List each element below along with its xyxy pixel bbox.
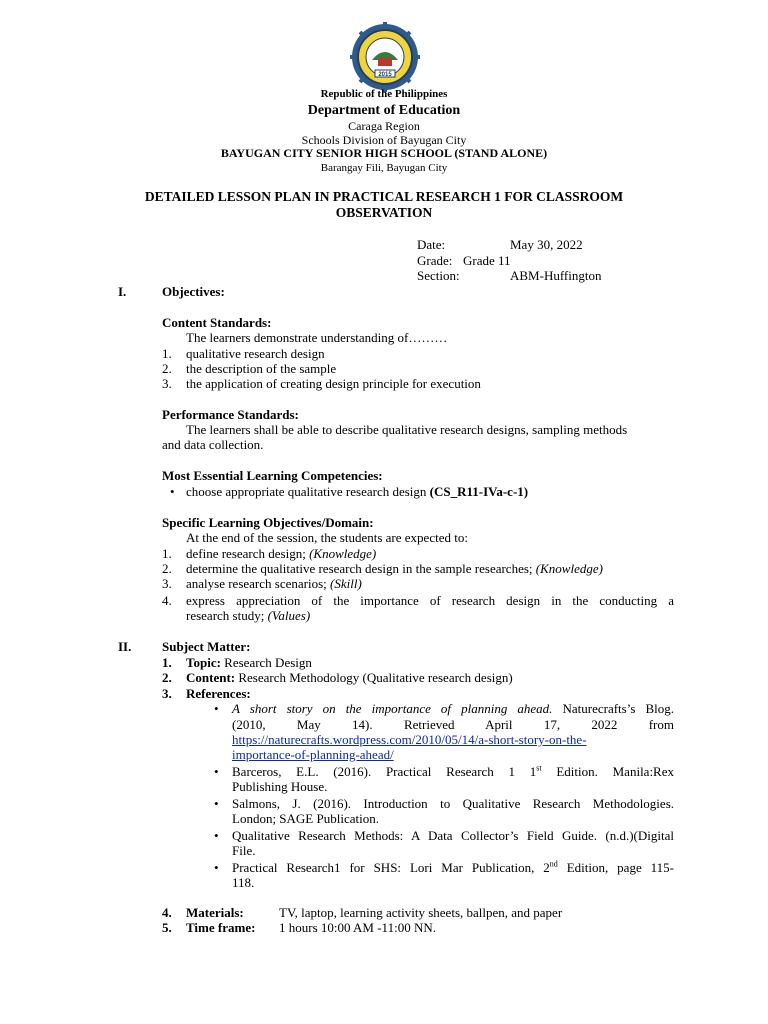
content-row: Content: Research Methodology (Qualitative research design) bbox=[186, 670, 513, 685]
list-item: the application of creating design principle for execution bbox=[186, 376, 481, 391]
topic-row: Topic: Research Design bbox=[186, 655, 312, 670]
reference-2: Barceros, E.L. (2016). Practical Research 1 1st Edition. Manila:Rex bbox=[232, 763, 674, 779]
reference-1-line2: (2010, May 14). Retrieved April 17, 2022 from bbox=[232, 717, 674, 732]
materials-label: Materials: bbox=[186, 905, 244, 920]
date-value: May 30, 2022 bbox=[510, 237, 583, 252]
subject-matter-heading: Subject Matter: bbox=[162, 639, 251, 654]
content-standards-intro: The learners demonstrate understanding of……… bbox=[186, 330, 448, 345]
bullet: • bbox=[214, 796, 219, 811]
school-seal-logo bbox=[345, 22, 425, 92]
reference-1-link[interactable]: https://naturecrafts.wordpress.com/2010/05/14/a-short-story-on-the- bbox=[232, 732, 587, 747]
list-number: 1. bbox=[162, 546, 172, 561]
grade-label: Grade: bbox=[417, 253, 453, 268]
list-number: 2. bbox=[162, 670, 172, 685]
list-item: determine the qualitative research design in the sample researches; (Knowledge) bbox=[186, 561, 603, 576]
reference-4-line2: File. bbox=[232, 843, 256, 858]
materials-value: TV, laptop, learning activity sheets, ballpen, and paper bbox=[279, 905, 563, 920]
division-line: Schools Division of Bayugan City bbox=[301, 133, 467, 147]
region-line: Caraga Region bbox=[348, 119, 420, 133]
list-number: 5. bbox=[162, 920, 172, 935]
melc-code: (CS_R11-IVa-c-1) bbox=[429, 484, 529, 499]
bullet: • bbox=[214, 828, 219, 843]
svg-text:2015: 2015 bbox=[378, 72, 392, 78]
list-item: analyse research scenarios; (Skill) bbox=[186, 576, 362, 591]
reference-1-link-cont[interactable]: importance-of-planning-ahead/ bbox=[232, 747, 394, 762]
reference-3: Salmons, J. (2016). Introduction to Qualitative Research Methodologies. bbox=[232, 796, 674, 811]
specific-objectives-intro: At the end of the session, the students are expected to: bbox=[186, 530, 468, 545]
date-label: Date: bbox=[417, 237, 446, 252]
section-numeral-i: I. bbox=[118, 284, 127, 299]
bullet: • bbox=[170, 484, 175, 499]
melc-heading: Most Essential Learning Competencies: bbox=[162, 468, 383, 483]
timeframe-label: Time frame: bbox=[186, 920, 256, 935]
reference-5: Practical Research1 for SHS: Lori Mar Publication, 2nd Edition, page 115- bbox=[232, 859, 674, 875]
bullet: • bbox=[214, 701, 219, 716]
objectives-heading: Objectives: bbox=[162, 284, 225, 299]
grade-value: Grade 11 bbox=[463, 253, 511, 268]
bullet: • bbox=[214, 860, 219, 875]
list-number: 2. bbox=[162, 361, 172, 376]
content-standards-heading: Content Standards: bbox=[162, 315, 272, 330]
list-number: 3. bbox=[162, 576, 172, 591]
lesson-title-line1: DETAILED LESSON PLAN IN PRACTICAL RESEARCH 1 FOR CLASSROOM bbox=[144, 189, 624, 204]
section-label: Section: bbox=[417, 268, 460, 283]
reference-5-line2: 118. bbox=[232, 875, 255, 890]
list-number: 1. bbox=[162, 346, 172, 361]
list-item-cont: research study; (Values) bbox=[186, 608, 311, 623]
list-item: qualitative research design bbox=[186, 346, 325, 361]
list-number: 4. bbox=[162, 905, 172, 920]
list-number: 4. bbox=[162, 593, 172, 608]
list-number: 1. bbox=[162, 655, 172, 670]
references-label: References: bbox=[186, 686, 251, 701]
timeframe-value: 1 hours 10:00 AM -11:00 NN. bbox=[279, 920, 436, 935]
reference-3-line2: London; SAGE Publication. bbox=[232, 811, 379, 826]
list-item: the description of the sample bbox=[186, 361, 337, 376]
performance-standards-text: The learners shall be able to describe qualitative research designs, sampling methods bbox=[186, 422, 628, 437]
lesson-title-line2: OBSERVATION bbox=[335, 205, 433, 220]
list-number: 3. bbox=[162, 686, 172, 701]
performance-standards-heading: Performance Standards: bbox=[162, 407, 299, 422]
republic-line: Republic of the Philippines bbox=[320, 88, 448, 100]
reference-1: A short story on the importance of planning ahead. Naturecrafts’s Blog. bbox=[232, 701, 674, 716]
melc-item: choose appropriate qualitative research design (CS_R11-IVa-c-1) bbox=[186, 484, 529, 499]
reference-4: Qualitative Research Methods: A Data Collector’s Field Guide. (n.d.)(Digital bbox=[232, 828, 674, 843]
bullet: • bbox=[214, 764, 219, 779]
list-number: 3. bbox=[162, 376, 172, 391]
school-name: BAYUGAN CITY SENIOR HIGH SCHOOL (STAND ALONE) bbox=[220, 146, 548, 160]
department-line: Department of Education bbox=[307, 103, 461, 118]
list-number: 2. bbox=[162, 561, 172, 576]
reference-2-line2: Publishing House. bbox=[232, 779, 328, 794]
list-item: express appreciation of the importance of research design in the conducting a bbox=[186, 593, 674, 608]
specific-objectives-heading: Specific Learning Objectives/Domain: bbox=[162, 515, 374, 530]
section-value: ABM-Huffington bbox=[510, 268, 602, 283]
list-item: define research design; (Knowledge) bbox=[186, 546, 377, 561]
school-address: Barangay Fili, Bayugan City bbox=[320, 162, 448, 174]
performance-standards-text-cont: and data collection. bbox=[162, 437, 264, 452]
section-numeral-ii: II. bbox=[118, 639, 132, 654]
